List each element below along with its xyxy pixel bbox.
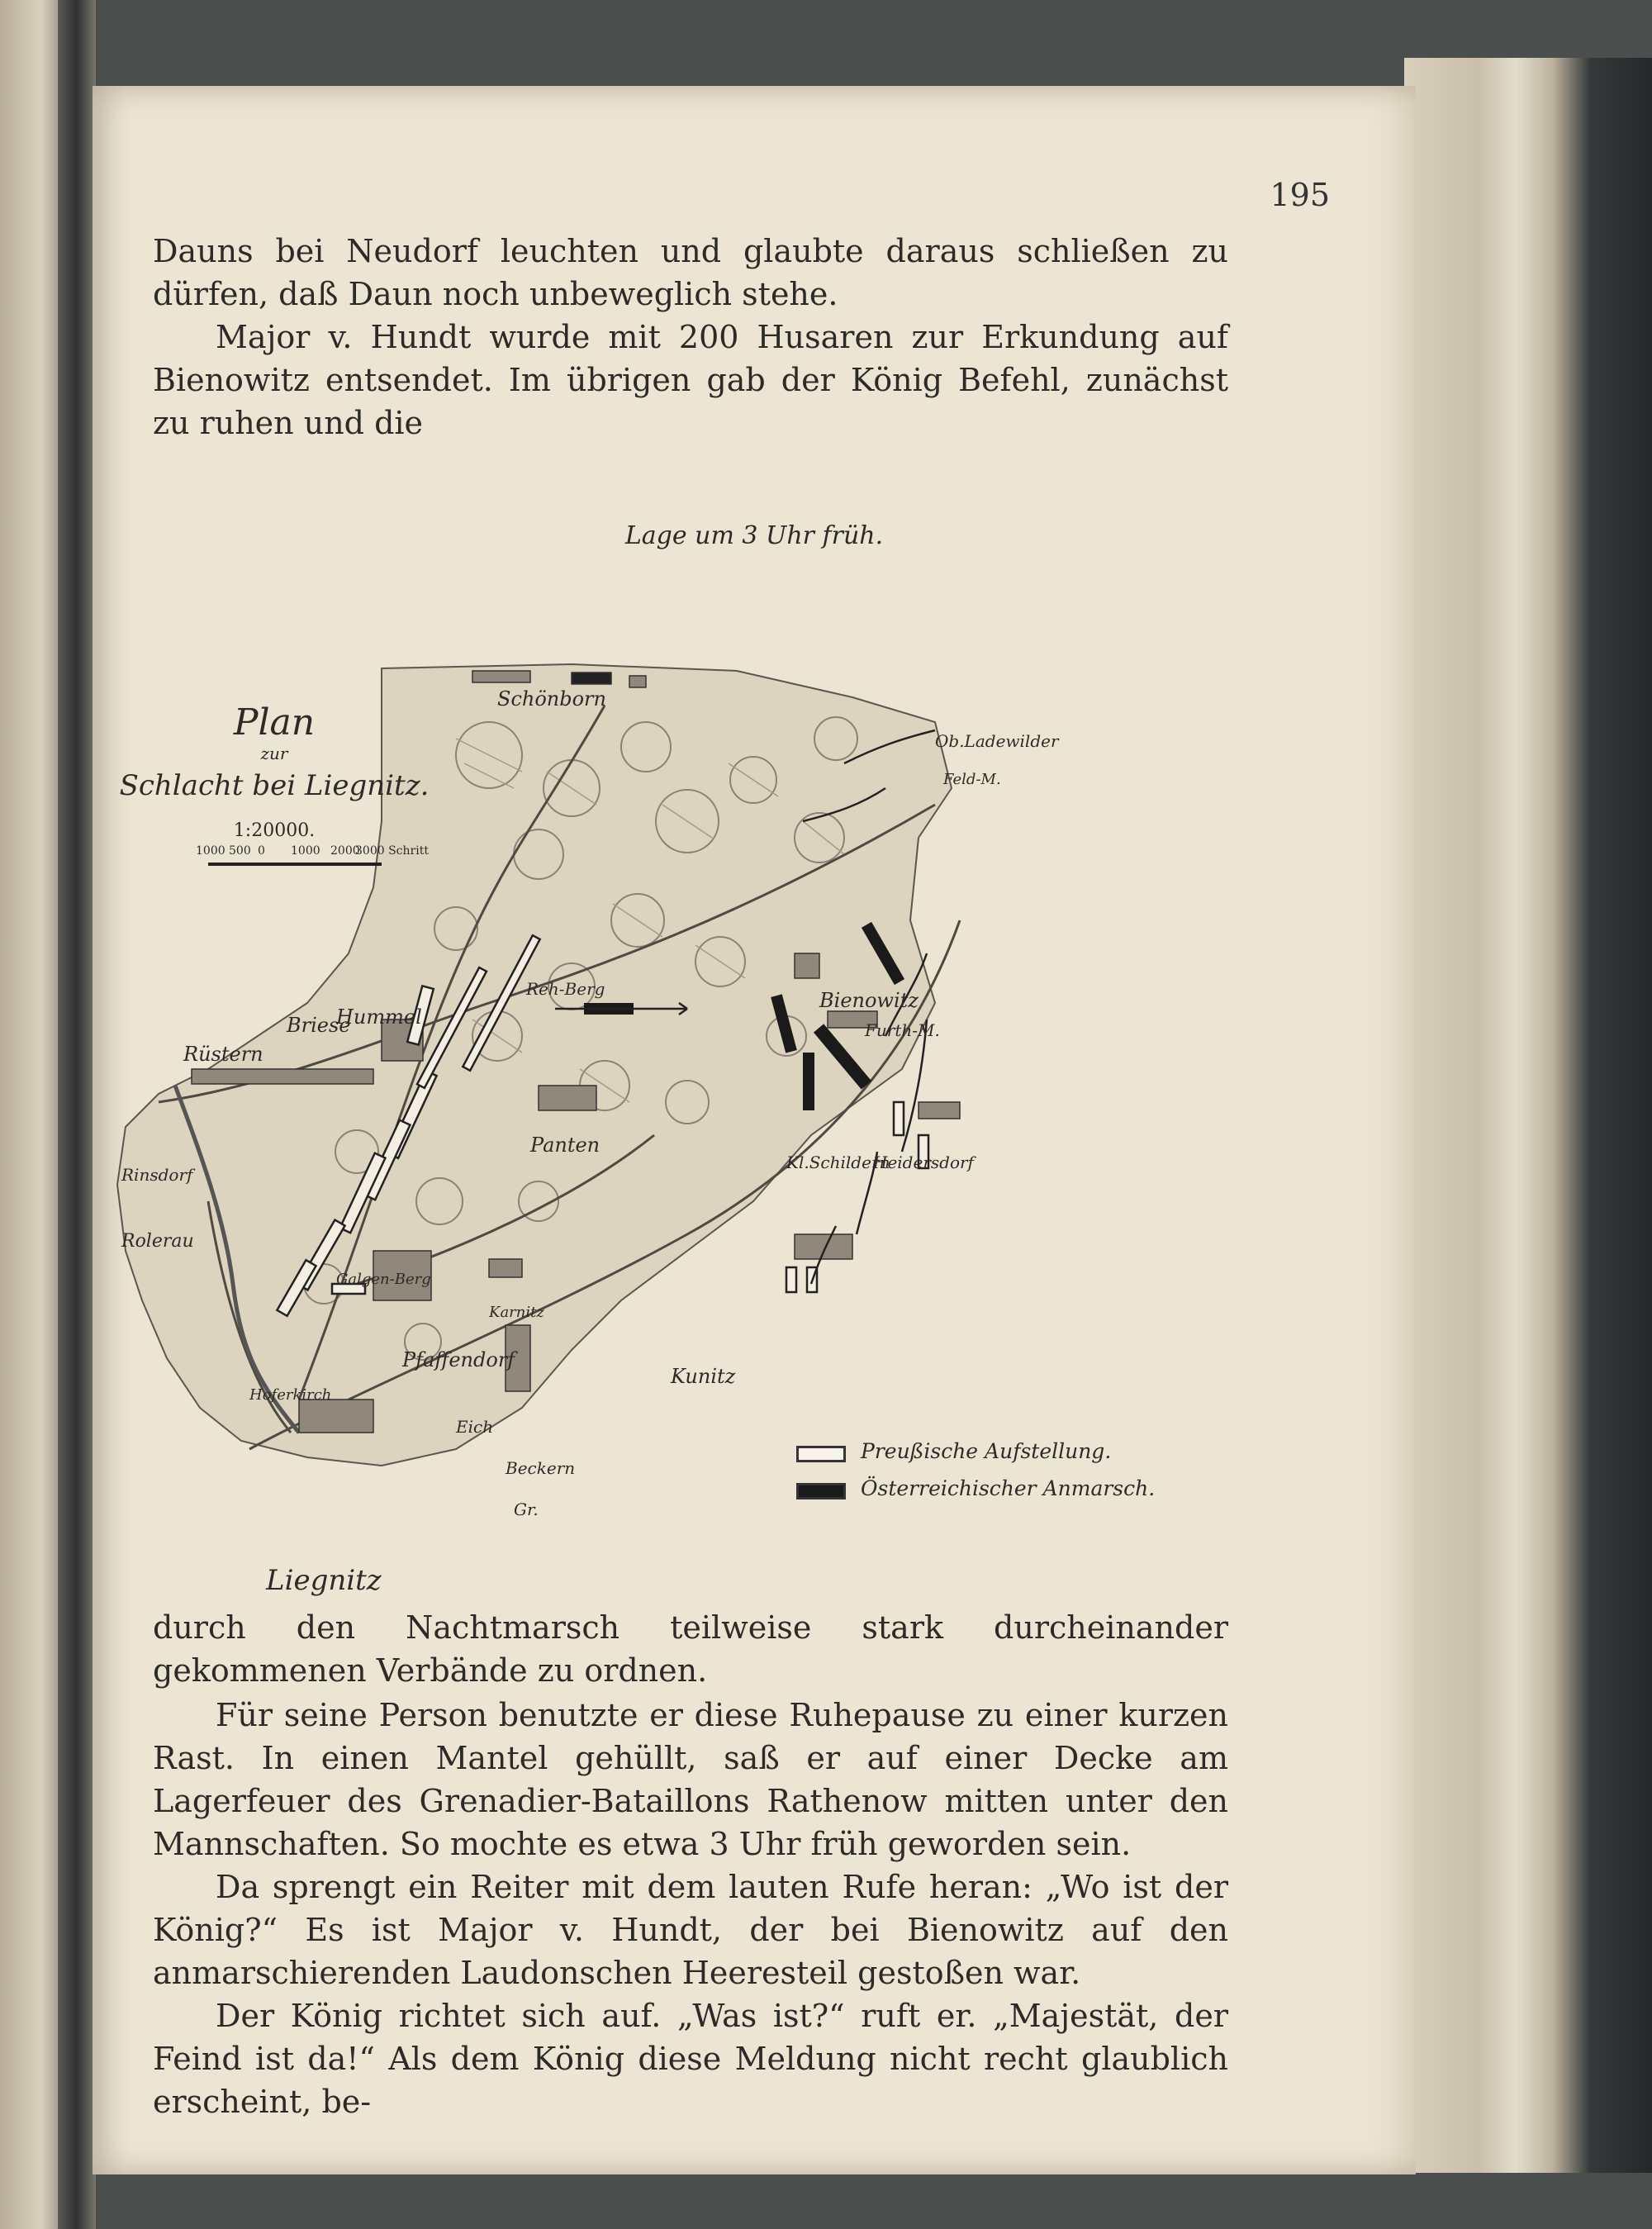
legend-prussian-label: Preußische Aufstellung.: [861, 1439, 1112, 1463]
label-beckern: Beckern: [506, 1458, 576, 1478]
label-furthmuehle: Furth-M.: [865, 1020, 940, 1040]
label-ruestern: Rüstern: [183, 1043, 263, 1066]
label-rehberg: Reh-Berg: [526, 979, 605, 999]
scale-tick-3: 0: [258, 844, 265, 858]
label-rolerau: Rolerau: [121, 1231, 194, 1252]
label-heidersdorf: Heidersdorf: [873, 1153, 974, 1172]
legend-prussian-swatch: [796, 1446, 846, 1462]
label-hoferkirch: Hoferkirch: [249, 1386, 332, 1404]
paragraph-4: Für seine Person benutzte er diese Ruhepause zu einer kurzen Rast. In einen Mantel gehüllt, saß er auf einer Decke am Lagerfeuer des Grenadier-Bataillons Rathenow mitten unter den Mannschaften. So mochte es etwa 3 Uhr früh geworden sein.: [153, 1697, 1228, 1862]
label-panten: Panten: [530, 1134, 601, 1157]
scale-tick-6: 3000 Schritt: [355, 844, 429, 858]
scale-tick-4: 1000: [291, 844, 320, 858]
label-rinsdorf: Rinsdorf: [121, 1165, 193, 1185]
map-title-plan: Plan: [233, 701, 316, 744]
scale-ticks: [196, 844, 429, 858]
label-gr: Gr.: [514, 1499, 539, 1519]
map-caption: Lage um 3 Uhr früh.: [624, 521, 884, 550]
scale-tick-1: 1000: [196, 844, 225, 858]
label-galgenberg: Galgen-Berg: [336, 1271, 431, 1288]
paragraph-1: Dauns bei Neudorf leuchten und glaubte daraus schließen zu dürfen, daß Daun noch unbeweglich stehe.: [153, 233, 1228, 312]
paragraph-5: Da sprengt ein Reiter mit dem lauten Rufe heran: „Wo ist der König?“ Es ist Major v. Hundt, der bei Bienowitz auf den anmarschierenden Laudonschen Heeresteil gestoßen war.: [153, 1869, 1228, 1991]
label-feldmuehle: Feld-M.: [943, 771, 1001, 788]
label-eich: Eich: [456, 1417, 494, 1437]
label-briese: Briese: [287, 1014, 351, 1037]
book-binding: [58, 0, 96, 2229]
map-scale: 1:20000.: [233, 820, 316, 841]
book-page-edges: [1404, 58, 1652, 2173]
scale-tick-5: 2000: [330, 844, 360, 858]
label-schoenborn: Schönborn: [497, 687, 606, 711]
page-number: 195: [1270, 177, 1330, 213]
map-title-zur: zur: [260, 744, 288, 763]
label-pfaffendorf: Pfaffendorf: [402, 1348, 515, 1371]
label-kunitz: Kunitz: [671, 1365, 736, 1388]
label-liegnitz: Liegnitz: [266, 1564, 382, 1597]
label-hummel: Hummel: [336, 1005, 422, 1029]
paragraph-3: durch den Nachtmarsch teilweise stark durcheinander gekommenen Verbände zu ordnen.: [153, 1609, 1228, 1689]
label-bienowitz: Bienowitz: [819, 989, 919, 1012]
paragraph-2: Major v. Hundt wurde mit 200 Husaren zur Erkundung auf Bienowitz entsendet. Im übrigen gab der König Befehl, zunächst zu ruhen und die: [153, 319, 1228, 441]
legend-austrian-label: Österreichischer Anmarsch.: [861, 1476, 1156, 1500]
label-karnits: Karnitz: [489, 1304, 544, 1321]
legend-austrian-swatch: [796, 1483, 846, 1499]
label-klwildern: Kl.Schildern: [786, 1153, 890, 1172]
map-title-main: Schlacht bei Liegnitz.: [119, 769, 430, 802]
paragraph-6: Der König richtet sich auf. „Was ist?“ ruft er. „Majestät, der Feind ist da!“ Als dem König diese Meldung nicht recht glaublich erscheint, be-: [153, 1998, 1228, 2120]
scale-tick-2: 500: [229, 844, 251, 858]
book-page: [93, 86, 1416, 2174]
label-hohlwilder: Ob.Ladewilder: [935, 731, 1059, 751]
